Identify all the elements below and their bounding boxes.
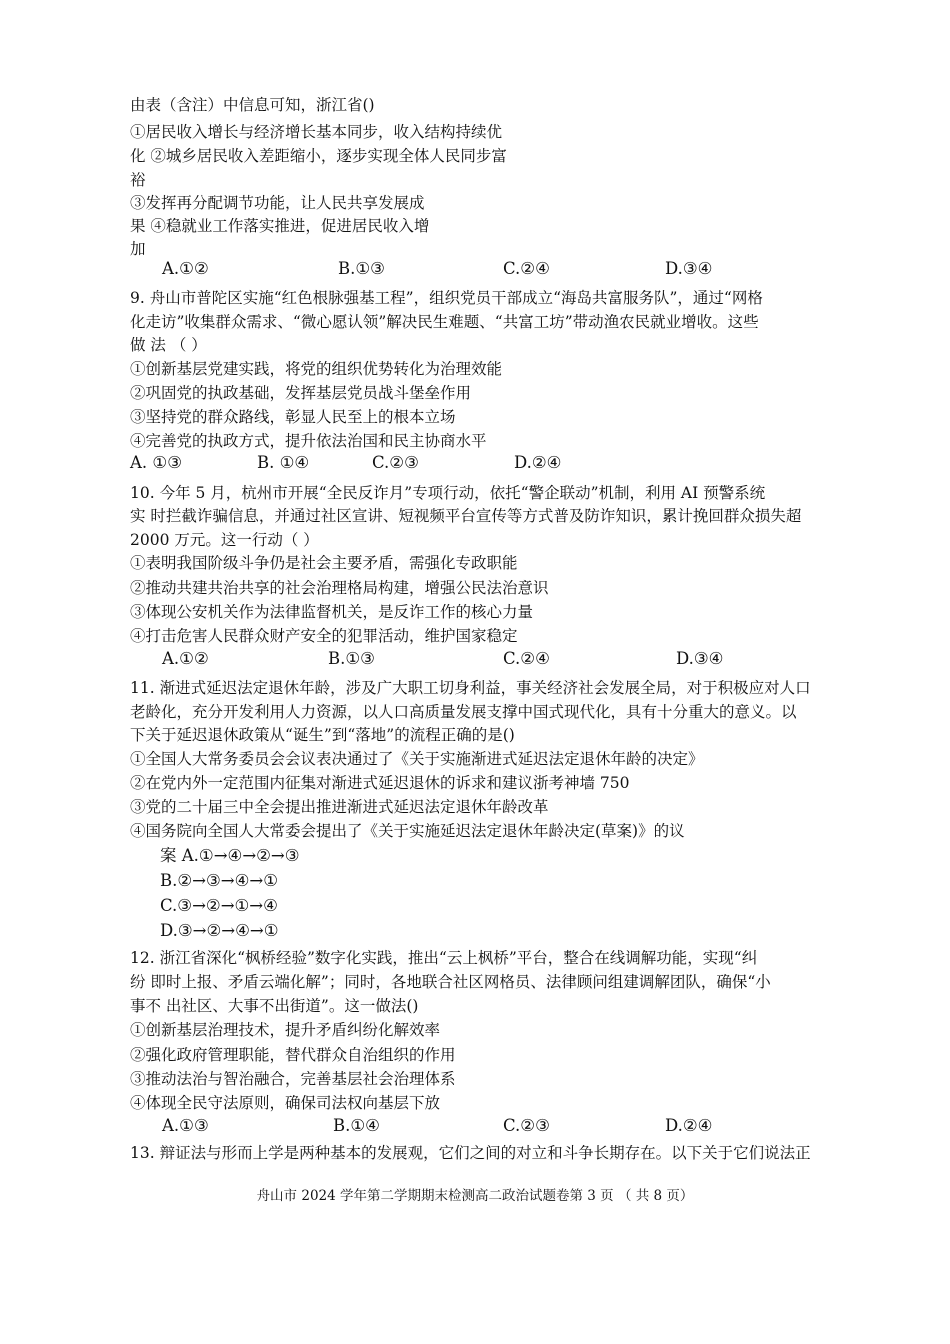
- q10-option-a[interactable]: A.①②: [162, 649, 209, 668]
- q13-stem-line: 13. 辩证法与形而上学是两种基本的发展观，它们之间的对立和斗争长期存在。以下关于它们说法正: [130, 1144, 811, 1162]
- q12-stem-line: 12. 浙江省深化“枫桥经验”数字化实践，推出“云上枫桥”平台，整合在线调解功能，实现“纠: [130, 949, 758, 967]
- q12-stem-line: 纷 即时上报、矛盾云端化解”；同时，各地联合社区网格员、法律顾问组建调解团队，确保“小: [130, 973, 771, 991]
- q12-item: ①创新基层治理技术，提升矛盾纠纷化解效率: [130, 1021, 441, 1039]
- q10-option-d[interactable]: D.③④: [676, 649, 724, 668]
- q10-item: ①表明我国阶级斗争仍是社会主要矛盾，需强化专政职能: [130, 554, 518, 572]
- q10-options: [0, 647, 950, 671]
- q8-stem: 由表（含注）中信息可知，浙江省(): [130, 96, 375, 114]
- q8-line: ①居民收入增长与经济增长基本同步，收入结构持续优: [130, 123, 503, 141]
- q12-option-c[interactable]: C.②③: [503, 1116, 550, 1135]
- q11-stem-line: 老龄化，充分开发利用人力资源，以人口高质量发展支撑中国式现代化，具有十分重大的意义。以: [130, 703, 797, 721]
- q9-item: ②巩固党的执政基础，发挥基层党员战斗堡垒作用: [130, 384, 472, 402]
- q10-option-c[interactable]: C.②④: [503, 649, 550, 668]
- q11-option-d[interactable]: D.③→②→④→①: [160, 921, 279, 940]
- q8-options: [0, 257, 950, 281]
- q8-line: 加: [130, 240, 146, 258]
- q9-options: [0, 451, 950, 475]
- q12-option-d[interactable]: D.②④: [665, 1116, 713, 1135]
- q12-item: ③推动法治与智治融合，完善基层社会治理体系: [130, 1070, 456, 1088]
- page-footer: 舟山市 2024 学年第二学期期末检测高二政治试题卷第 3 页 （ 共 8 页）: [256, 1188, 694, 1204]
- q12-options: [0, 1114, 950, 1138]
- q8-option-a[interactable]: A.①②: [162, 259, 209, 278]
- q12-option-b[interactable]: B.①④: [333, 1116, 380, 1135]
- q9-option-b[interactable]: B. ①④: [257, 453, 310, 472]
- q11-item: ③党的二十届三中全会提出推进渐进式延迟法定退休年龄改革: [130, 798, 549, 816]
- q12-item: ②强化政府管理职能，替代群众自治组织的作用: [130, 1046, 456, 1064]
- q8-option-d[interactable]: D.③④: [665, 259, 713, 278]
- q11-stem-line: 11. 渐进式延迟法定退休年龄，涉及广大职工切身利益，事关经济社会发展全局，对于积极应对人口: [130, 679, 811, 697]
- q8-line: ③发挥再分配调节功能，让人民共享发展成: [130, 194, 425, 212]
- q10-item: ④打击危害人民群众财产安全的犯罪活动，维护国家稳定: [130, 627, 518, 645]
- q9-option-d[interactable]: D.②④: [514, 453, 562, 472]
- q12-option-a[interactable]: A.①③: [162, 1116, 209, 1135]
- q11-item: ①全国人大常务委员会会议表决通过了《关于实施渐进式延迟法定退休年龄的决定》: [130, 750, 704, 768]
- q10-stem-line: 实 时拦截诈骗信息，并通过社区宣讲、短视频平台宣传等方式普及防诈知识，累计挽回群众损失超: [130, 507, 802, 525]
- q9-option-c[interactable]: C.②③: [372, 453, 419, 472]
- q9-item: ④完善党的执政方式，提升依法治国和民主协商水平: [130, 432, 487, 450]
- q8-option-c[interactable]: C.②④: [503, 259, 550, 278]
- q9-stem-line: 9. 舟山市普陀区实施“红色根脉强基工程”，组织党员干部成立“海岛共富服务队”，通过“网格: [130, 289, 763, 307]
- q10-stem-line: 2000 万元。这一行动（ ）: [130, 531, 319, 549]
- q12-item: ④体现全民守法原则，确保司法权向基层下放: [130, 1094, 441, 1112]
- q9-option-a[interactable]: A. ①③: [130, 453, 182, 472]
- q11-item: ④国务院向全国人大常委会提出了《关于实施延迟法定退休年龄决定(草案)》的议: [130, 822, 685, 840]
- q9-item: ①创新基层党建实践，将党的组织优势转化为治理效能: [130, 360, 503, 378]
- q8-option-b[interactable]: B.①③: [338, 259, 385, 278]
- q12-stem-line: 事不 出社区、大事不出街道”。这一做法(): [130, 997, 419, 1015]
- q10-item: ②推动共建共治共享的社会治理格局构建，增强公民法治意识: [130, 579, 549, 597]
- q11-option-c[interactable]: C.③→②→①→④: [160, 896, 278, 915]
- q10-stem-line: 10. 今年 5 月，杭州市开展“全民反诈月”专项行动，依托“警企联动”机制，利用 AI 预警系统: [130, 484, 766, 502]
- q10-item: ③体现公安机关作为法律监督机关，是反诈工作的核心力量: [130, 603, 534, 621]
- q8-line: 裕: [130, 171, 146, 189]
- q11-stem-line: 下关于延迟退休政策从“诞生”到“落地”的流程正确的是(): [130, 726, 515, 744]
- q9-item: ③坚持党的群众路线，彰显人民至上的根本立场: [130, 408, 456, 426]
- q11-option-a[interactable]: 案 A.①→④→②→③: [160, 846, 300, 865]
- q10-option-b[interactable]: B.①③: [328, 649, 375, 668]
- q9-stem-line: 做 法 （ ）: [130, 336, 207, 354]
- q9-stem-line: 化走访”收集群众需求、“微心愿认领”解决民生难题、“共富工坊”带动渔农民就业增收。这些: [130, 313, 759, 331]
- q11-option-b[interactable]: B.②→③→④→①: [160, 871, 279, 890]
- q11-item: ②在党内外一定范围内征集对渐进式延迟退休的诉求和建议浙考神墙 750: [130, 774, 630, 792]
- q8-line: 化 ②城乡居民收入差距缩小，逐步实现全体人民同步富: [130, 147, 507, 165]
- q8-line: 果 ④稳就业工作落实推进，促进居民收入增: [130, 217, 430, 235]
